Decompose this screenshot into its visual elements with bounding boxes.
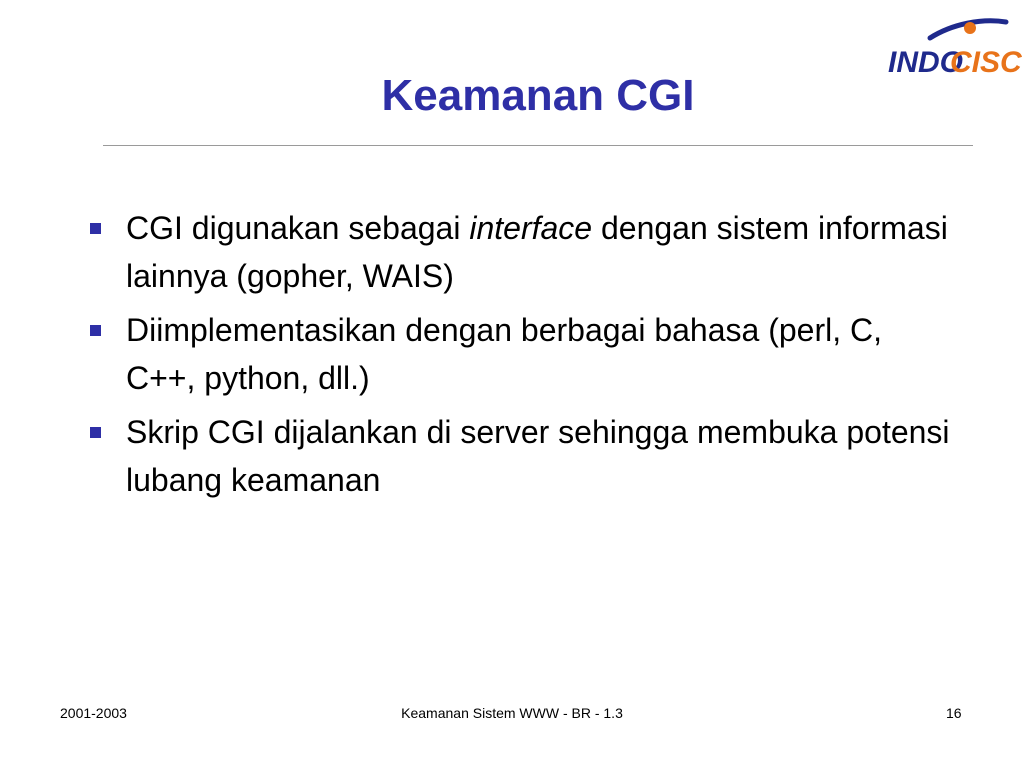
title-divider xyxy=(103,145,973,146)
bullet-text-after: dengan sistem informasi lainnya (gopher, WAIS) xyxy=(126,210,948,294)
slide-title: Keamanan CGI xyxy=(381,71,695,120)
bullet-list xyxy=(86,204,956,510)
footer-date: 2001-2003 xyxy=(60,705,127,721)
bullet-text-emphasis: interface xyxy=(469,210,593,246)
logo-dot xyxy=(964,22,976,34)
bullet-text: Skrip CGI dijalankan di server sehingga membuka potensi lubang keamanan xyxy=(126,414,950,498)
square-bullet-icon xyxy=(90,427,101,438)
square-bullet-icon xyxy=(90,223,101,234)
bullet-item xyxy=(86,306,956,402)
bullet-text-before: CGI digunakan sebagai xyxy=(126,210,470,246)
bullet-text: Diimplementasikan dengan berbagai bahasa (perl, C, C++, python, dll.) xyxy=(126,312,882,396)
logo-text-indo: INDO xyxy=(888,46,963,79)
logo-text-cisc: CISC xyxy=(950,46,1022,79)
slide-number: 16 xyxy=(946,705,962,721)
footer-title: Keamanan Sistem WWW - BR - 1.3 xyxy=(401,705,623,721)
indocisc-logo xyxy=(882,16,1022,80)
bullet-item xyxy=(86,204,956,300)
square-bullet-icon xyxy=(90,325,101,336)
bullet-item xyxy=(86,408,956,504)
